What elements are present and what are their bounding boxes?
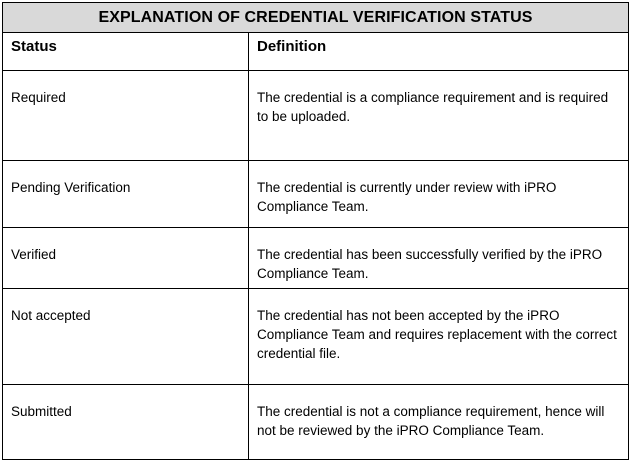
table-title: EXPLANATION OF CREDENTIAL VERIFICATION STATUS bbox=[3, 3, 629, 33]
status-label-pending-verification: Pending Verification bbox=[11, 180, 131, 195]
status-column-header bbox=[3, 33, 249, 71]
table-row bbox=[3, 71, 629, 161]
definition-cell bbox=[249, 71, 629, 161]
table-row bbox=[3, 385, 629, 460]
status-header-label: Status bbox=[11, 38, 57, 55]
definition-text-verified: The credential has been successfully verified by the iPRO Compliance Team. bbox=[257, 247, 603, 281]
definition-header-label: Definition bbox=[257, 38, 327, 55]
table-row bbox=[3, 161, 629, 228]
status-cell bbox=[3, 161, 249, 228]
definition-text-not-accepted: The credential has not been accepted by the iPRO Compliance Team and requires replacement with the correct credential file. bbox=[257, 308, 617, 361]
table-row bbox=[3, 228, 629, 289]
definition-cell bbox=[249, 161, 629, 228]
status-cell bbox=[3, 289, 249, 385]
title-row bbox=[3, 3, 629, 33]
header-row bbox=[3, 33, 629, 71]
status-cell bbox=[3, 228, 249, 289]
definition-text-required: The credential is a compliance requirement and is required to be uploaded. bbox=[257, 90, 609, 124]
definition-column-header bbox=[249, 33, 629, 71]
status-explanation-document bbox=[2, 2, 628, 458]
status-cell bbox=[3, 385, 249, 460]
status-label-required: Required bbox=[11, 90, 66, 105]
table-row bbox=[3, 289, 629, 385]
definition-cell bbox=[249, 289, 629, 385]
status-table bbox=[2, 2, 629, 460]
definition-cell bbox=[249, 228, 629, 289]
definition-cell bbox=[249, 385, 629, 460]
status-label-not-accepted: Not accepted bbox=[11, 308, 91, 323]
definition-text-submitted: The credential is not a compliance requirement, hence will not be reviewed by the iPRO Compliance Team. bbox=[257, 404, 605, 438]
status-cell bbox=[3, 71, 249, 161]
status-label-submitted: Submitted bbox=[11, 404, 72, 419]
status-label-verified: Verified bbox=[11, 247, 57, 262]
definition-text-pending-verification: The credential is currently under review with iPRO Compliance Team. bbox=[257, 180, 557, 214]
